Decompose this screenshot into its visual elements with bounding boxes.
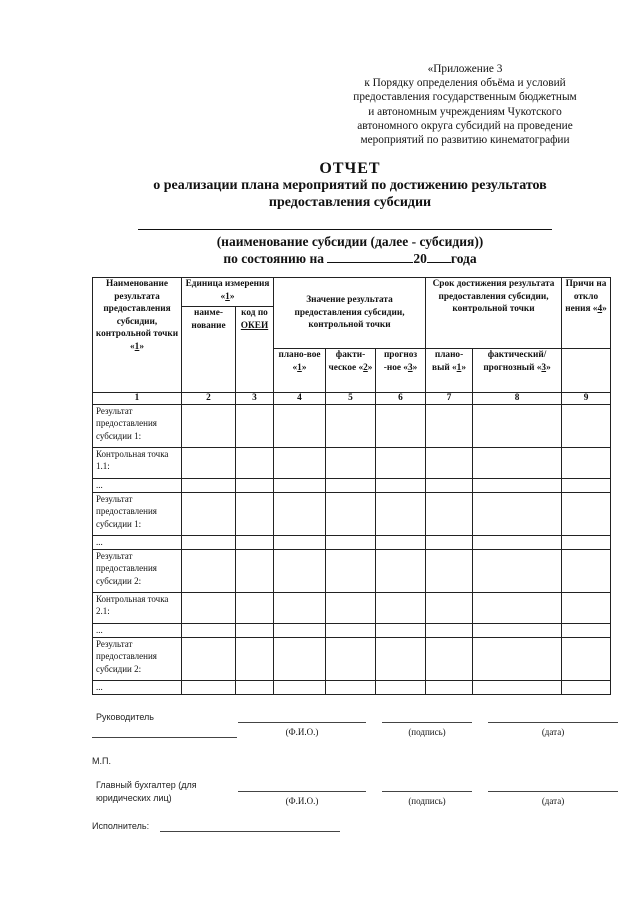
table-cell[interactable] bbox=[274, 638, 326, 681]
table-cell[interactable] bbox=[426, 624, 473, 638]
report-title bbox=[0, 160, 640, 211]
table-cell[interactable] bbox=[562, 593, 611, 624]
table-cell[interactable] bbox=[182, 638, 236, 681]
col-number: 9 bbox=[562, 393, 611, 405]
annex-line: «Приложение 3 bbox=[427, 63, 503, 75]
table-row bbox=[93, 405, 611, 448]
row-label: Результат предоставления субсидии 1: bbox=[93, 493, 182, 536]
fio-caption: (Ф.И.О.) bbox=[285, 796, 319, 806]
table-cell[interactable] bbox=[473, 493, 562, 536]
header-value-fact: факти-ческое «2» bbox=[326, 349, 376, 393]
date-caption: (дата) bbox=[541, 727, 565, 737]
table-cell[interactable] bbox=[376, 593, 426, 624]
table-cell[interactable] bbox=[274, 448, 326, 479]
accountant-signature-line[interactable] bbox=[382, 791, 472, 792]
table-cell[interactable] bbox=[236, 405, 274, 448]
table-row bbox=[93, 493, 611, 536]
table-cell[interactable] bbox=[236, 593, 274, 624]
table-cell[interactable] bbox=[236, 536, 274, 550]
table-cell[interactable] bbox=[426, 550, 473, 593]
table-cell[interactable] bbox=[326, 593, 376, 624]
table-cell[interactable] bbox=[562, 493, 611, 536]
annex-line: предоставления государственным бюджетным bbox=[353, 91, 577, 104]
table-cell[interactable] bbox=[376, 638, 426, 681]
table-cell[interactable] bbox=[326, 681, 376, 695]
table-cell[interactable] bbox=[274, 593, 326, 624]
table-cell[interactable] bbox=[326, 493, 376, 536]
table-cell[interactable] bbox=[274, 479, 326, 493]
as-of-date: по состоянию на 20 года bbox=[223, 251, 477, 266]
executor-label: Исполнитель: bbox=[92, 821, 150, 831]
table-cell[interactable] bbox=[274, 536, 326, 550]
table-cell[interactable] bbox=[326, 550, 376, 593]
head-label: Руководитель bbox=[96, 712, 154, 722]
table-row bbox=[93, 550, 611, 593]
table-cell[interactable] bbox=[182, 550, 236, 593]
subsidy-name-line[interactable] bbox=[138, 229, 552, 230]
table-cell[interactable] bbox=[426, 479, 473, 493]
chief-accountant-label-2: юридических лиц) bbox=[96, 793, 172, 803]
annex-line: к Порядку определения объёма и условий bbox=[364, 77, 566, 90]
table-cell[interactable] bbox=[274, 624, 326, 638]
chief-accountant-label: Главный бухгалтер (для bbox=[96, 780, 197, 790]
table-cell[interactable] bbox=[473, 681, 562, 695]
table-cell[interactable] bbox=[426, 493, 473, 536]
table-cell[interactable] bbox=[182, 448, 236, 479]
table-cell[interactable] bbox=[562, 448, 611, 479]
table-row bbox=[93, 681, 611, 695]
table-cell[interactable] bbox=[376, 405, 426, 448]
table-cell[interactable] bbox=[562, 681, 611, 695]
row-label: ... bbox=[93, 479, 182, 493]
table-row bbox=[93, 638, 611, 681]
annex-line: мероприятий по развитию кинематографии bbox=[360, 134, 570, 147]
table-cell[interactable] bbox=[182, 405, 236, 448]
col-number: 7 bbox=[426, 393, 473, 405]
head-signature-line[interactable] bbox=[382, 722, 472, 723]
table-cell[interactable] bbox=[473, 624, 562, 638]
header-unit: Единица измерения «1» bbox=[182, 278, 274, 307]
annex-line: и автономным учреждениям Чукотского bbox=[368, 105, 562, 118]
table-row bbox=[93, 536, 611, 550]
executor-line[interactable] bbox=[160, 831, 340, 832]
table-cell[interactable] bbox=[426, 536, 473, 550]
table-cell[interactable] bbox=[236, 448, 274, 479]
date-caption: (дата) bbox=[541, 796, 565, 806]
header-unit-okei: код по ОКЕИ bbox=[236, 307, 274, 393]
table-cell[interactable] bbox=[562, 479, 611, 493]
table-cell[interactable] bbox=[562, 550, 611, 593]
table-cell[interactable] bbox=[274, 550, 326, 593]
table-cell[interactable] bbox=[376, 448, 426, 479]
table-row bbox=[93, 624, 611, 638]
col-number: 4 bbox=[274, 393, 326, 405]
year-blank[interactable] bbox=[427, 250, 451, 263]
table-cell[interactable] bbox=[274, 493, 326, 536]
row-label: ... bbox=[93, 681, 182, 695]
header-deadline: Срок достижения результата предоставления субсидии, контрольной точки bbox=[426, 278, 562, 349]
table-cell[interactable] bbox=[274, 405, 326, 448]
col-number: 8 bbox=[473, 393, 562, 405]
table-row bbox=[93, 448, 611, 479]
header-deadline-plan: плано-вый «1» bbox=[426, 349, 473, 393]
row-label: ... bbox=[93, 536, 182, 550]
table-cell[interactable] bbox=[473, 405, 562, 448]
row-label: Результат предоставления субсидии 2: bbox=[93, 550, 182, 593]
table-cell[interactable] bbox=[326, 479, 376, 493]
col-number: 2 bbox=[182, 393, 236, 405]
table-cell[interactable] bbox=[236, 493, 274, 536]
row-label: Результат предоставления субсидии 2: bbox=[93, 638, 182, 681]
table-cell[interactable] bbox=[236, 681, 274, 695]
head-date-line[interactable] bbox=[488, 722, 618, 723]
header-value-forecast: прогноз -ное «3» bbox=[376, 349, 426, 393]
date-blank[interactable] bbox=[327, 250, 413, 263]
table-cell[interactable] bbox=[182, 681, 236, 695]
table-cell[interactable] bbox=[182, 493, 236, 536]
annex-line: автономного округа субсидий на проведение bbox=[357, 119, 573, 132]
table-cell[interactable] bbox=[376, 493, 426, 536]
table-cell[interactable] bbox=[473, 448, 562, 479]
signature-caption: (подпись) bbox=[408, 796, 446, 806]
signature-caption: (подпись) bbox=[408, 727, 446, 737]
stamp-label: М.П. bbox=[92, 756, 111, 766]
header-deadline-fact: фактический/ прогнозный «3» bbox=[473, 349, 562, 393]
accountant-fio-line[interactable] bbox=[238, 791, 366, 792]
report-title-main: ОТЧЕТ bbox=[319, 160, 381, 177]
report-title-line: предоставления субсидии bbox=[268, 195, 432, 210]
table-cell[interactable] bbox=[326, 638, 376, 681]
column-number-row bbox=[93, 393, 611, 405]
col-number: 3 bbox=[236, 393, 274, 405]
table-cell[interactable] bbox=[562, 624, 611, 638]
table-cell[interactable] bbox=[376, 681, 426, 695]
col-number: 6 bbox=[376, 393, 426, 405]
table-cell[interactable] bbox=[236, 550, 274, 593]
head-position-line[interactable] bbox=[92, 737, 237, 738]
table-cell[interactable] bbox=[426, 448, 473, 479]
table-cell[interactable] bbox=[473, 550, 562, 593]
table-cell[interactable] bbox=[376, 536, 426, 550]
table-cell[interactable] bbox=[274, 681, 326, 695]
table-cell[interactable] bbox=[473, 479, 562, 493]
table-cell[interactable] bbox=[326, 624, 376, 638]
subsidy-name-block bbox=[0, 233, 640, 267]
table-cell[interactable] bbox=[182, 536, 236, 550]
table-cell[interactable] bbox=[182, 624, 236, 638]
table-cell[interactable] bbox=[326, 405, 376, 448]
table-cell[interactable] bbox=[236, 624, 274, 638]
col-number: 1 bbox=[93, 393, 182, 405]
row-label: Контрольная точка 2.1: bbox=[93, 593, 182, 624]
table-cell[interactable] bbox=[376, 479, 426, 493]
table-cell[interactable] bbox=[376, 624, 426, 638]
subsidy-name-caption: (наименование субсидии (далее - субсидия)) bbox=[216, 234, 484, 249]
table-cell[interactable] bbox=[426, 593, 473, 624]
table-cell[interactable] bbox=[562, 638, 611, 681]
accountant-date-line[interactable] bbox=[488, 791, 618, 792]
table-cell[interactable] bbox=[562, 405, 611, 448]
row-label: Результат предоставления субсидии 1: bbox=[93, 405, 182, 448]
header-result-name: Наименование результата предоставления субсидии, контрольной точки «1» bbox=[93, 278, 182, 393]
table-cell[interactable] bbox=[326, 448, 376, 479]
head-fio-line[interactable] bbox=[238, 722, 366, 723]
header-reasons: Причи на откло нения «4» bbox=[562, 278, 611, 349]
header-reasons-cont bbox=[562, 349, 611, 393]
annex-block bbox=[330, 62, 600, 147]
header-value-plan: плано-вое «1» bbox=[274, 349, 326, 393]
table-cell[interactable] bbox=[426, 405, 473, 448]
table-cell[interactable] bbox=[182, 593, 236, 624]
table-row bbox=[93, 593, 611, 624]
table-cell[interactable] bbox=[376, 550, 426, 593]
report-title-line: о реализации плана мероприятий по достижению результатов bbox=[153, 178, 547, 193]
table-cell[interactable] bbox=[236, 479, 274, 493]
table-cell[interactable] bbox=[236, 638, 274, 681]
table-row bbox=[93, 479, 611, 493]
table-cell[interactable] bbox=[473, 638, 562, 681]
header-unit-name: наиме-нование bbox=[182, 307, 236, 393]
table-cell[interactable] bbox=[473, 536, 562, 550]
row-label: Контрольная точка 1.1: bbox=[93, 448, 182, 479]
table-cell[interactable] bbox=[562, 536, 611, 550]
table-cell[interactable] bbox=[426, 681, 473, 695]
table-cell[interactable] bbox=[326, 536, 376, 550]
header-value: Значение результата предоставления субсидии, контрольной точки bbox=[274, 278, 426, 349]
report-table bbox=[92, 277, 611, 695]
table-cell[interactable] bbox=[182, 479, 236, 493]
fio-caption: (Ф.И.О.) bbox=[285, 727, 319, 737]
row-label: ... bbox=[93, 624, 182, 638]
table-cell[interactable] bbox=[426, 638, 473, 681]
col-number: 5 bbox=[326, 393, 376, 405]
table-cell[interactable] bbox=[473, 593, 562, 624]
